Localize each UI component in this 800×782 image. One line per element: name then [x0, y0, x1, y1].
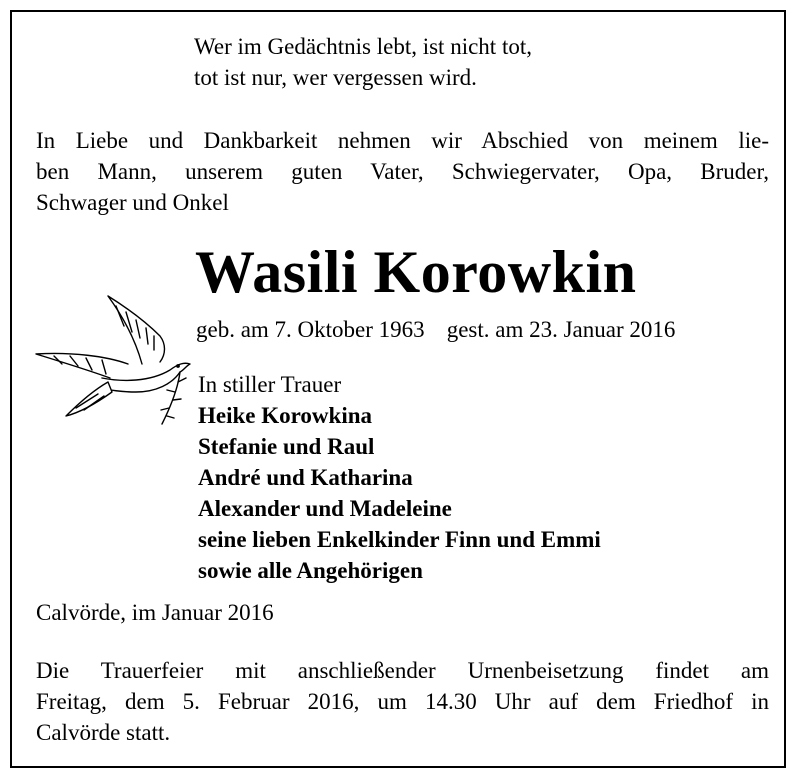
intro-line-2: ben Mann, unserem guten Vater, Schwiegervater, Opa, Bruder,: [36, 159, 769, 184]
intro-line-1: In Liebe und Dankbarkeit nehmen wir Abschied von meinem lie-: [36, 128, 769, 153]
place-and-date: Calvörde, im Januar 2016: [36, 600, 274, 625]
mourner-name: sowie alle Angehörigen: [198, 558, 423, 583]
obituary-card: [10, 10, 786, 768]
mourner-name: Heike Korowkina: [198, 403, 373, 428]
mourner-name: Stefanie und Raul: [198, 434, 375, 459]
mourner-name: Alexander und Madeleine: [198, 496, 452, 521]
life-dates: [196, 315, 675, 345]
quote-line-1: Wer im Gedächtnis lebt, ist nicht tot,: [194, 34, 532, 59]
intro-line-3: Schwager und Onkel: [36, 190, 229, 215]
mourner-name: André und Katharina: [198, 465, 413, 490]
service-line-2: Freitag, dem 5. Februar 2016, um 14.30 Uhr auf dem Friedhof in: [36, 689, 769, 714]
service-line-3: Calvörde statt.: [36, 720, 171, 745]
death-date: gest. am 23. Januar 2016: [446, 317, 676, 342]
mourners-heading: In stiller Trauer: [198, 372, 342, 397]
mourner-name: seine lieben Enkelkinder Finn und Emmi: [198, 527, 601, 552]
birth-date: geb. am 7. Oktober 1963: [196, 317, 425, 342]
dove-with-olive-branch-icon: [32, 278, 192, 428]
quote-line-2: tot ist nur, wer vergessen wird.: [194, 65, 477, 90]
service-line-1: Die Trauerfeier mit anschließender Urnenbeisetzung findet am: [36, 658, 769, 683]
deceased-name: Wasili Korowkin: [195, 239, 637, 305]
